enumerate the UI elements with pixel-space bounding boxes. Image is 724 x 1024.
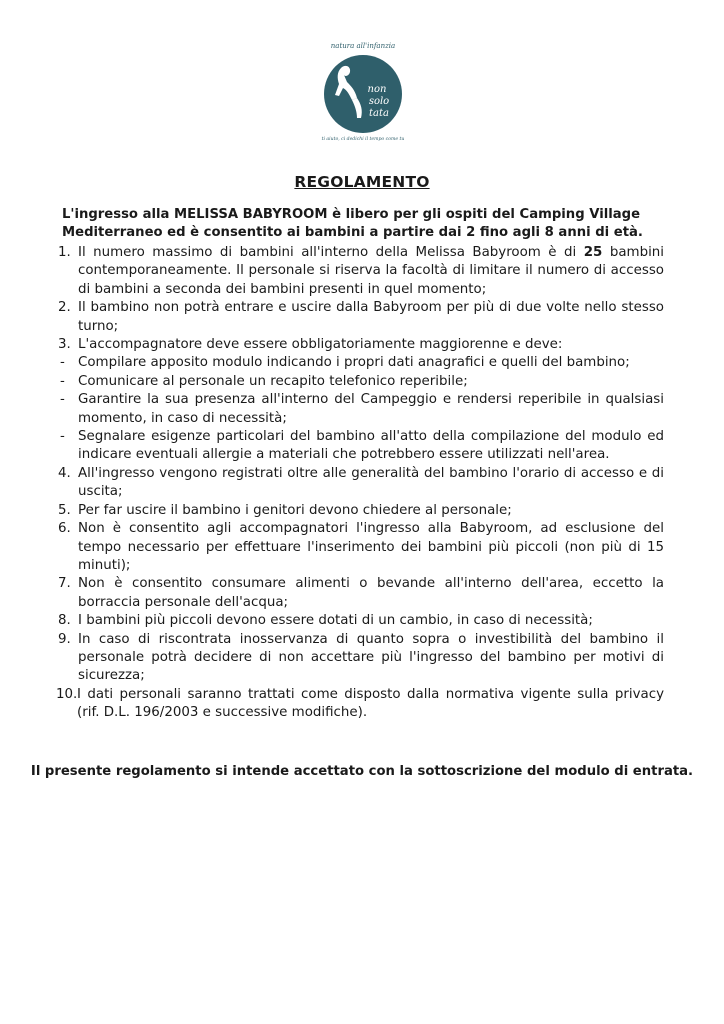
rule-text-main: All'ingresso vengono registrati oltre alle generalità del bambino l'orario di accesso e di uscita; — [78, 465, 664, 500]
rule-item — [58, 244, 664, 299]
logo-graphic — [317, 38, 409, 142]
rule-item — [58, 520, 664, 575]
rule-text — [78, 354, 664, 372]
rule-text-main: Per far uscire il bambino i genitori devono chiedere al personale; — [78, 502, 512, 518]
rule-text — [78, 299, 664, 336]
rule-subitem — [58, 428, 664, 465]
rule-marker: - — [60, 392, 65, 408]
rule-text — [78, 373, 664, 391]
rule-text — [78, 502, 664, 520]
rule-marker: - — [60, 429, 65, 445]
rule-item — [58, 631, 664, 686]
rule-text — [78, 244, 664, 299]
closing-statement: Il presente regolamento si intende accettato con la sottoscrizione del modulo di entrata. — [30, 764, 694, 779]
rule-text-main: I dati personali saranno trattati come disposto dalla normativa vigente sulla privacy (rif. D.L. 196/2003 e successive modifiche). — [77, 686, 664, 721]
rule-marker: - — [60, 355, 65, 371]
rule-subitem — [58, 354, 664, 372]
rule-text-main: Il numero massimo di bambini all'interno della Melissa Babyroom è di — [78, 245, 584, 260]
rule-text-main: Compilare apposito modulo indicando i propri dati anagrafici e quelli del bambino; — [78, 355, 630, 371]
rule-marker: 9. — [58, 631, 71, 647]
rule-item — [58, 299, 664, 336]
logo-line-2: solo — [368, 96, 390, 107]
rule-marker: - — [60, 373, 65, 389]
rule-text — [78, 631, 664, 686]
rule-marker: 3. — [58, 337, 71, 353]
rule-text — [78, 575, 664, 612]
page-title: REGOLAMENTO — [294, 173, 430, 191]
rules-list — [58, 244, 664, 723]
rule-text — [78, 428, 664, 465]
rule-item — [58, 575, 664, 612]
rule-text-main: I bambini più piccoli devono essere dotati di un cambio, in caso di necessità; — [78, 613, 593, 629]
rule-marker: 6. — [58, 521, 71, 537]
logo-top-text: natura all'infanzia — [330, 42, 396, 50]
rule-text — [77, 686, 664, 723]
logo-line-1: non — [367, 84, 387, 95]
rule-text-main: In caso di riscontrata inosservanza di quanto sopra o investibilità del bambino il personale potrà decidere di non accettare più l'ingresso del bambino per motivi di sicurezza; — [78, 631, 664, 684]
rule-text — [78, 520, 664, 575]
logo — [317, 38, 409, 142]
logo-line-3: tata — [369, 108, 389, 119]
rule-marker: 7. — [58, 576, 71, 592]
rule-item — [58, 336, 664, 354]
rule-text — [78, 465, 664, 502]
rule-item — [58, 612, 664, 630]
intro-paragraph: L'ingresso alla MELISSA BABYROOM è libero per gli ospiti del Camping Village Mediterraneo ed è consentito ai bambini a partire dai 2 fino agli 8 anni di età. — [62, 207, 643, 240]
rule-subitem — [58, 391, 664, 428]
rule-text-main: Segnalare esigenze particolari del bambino all'atto della compilazione del modulo ed indicare eventuali allergie a materiali che potrebbero essere utilizzati nell'area. — [78, 429, 664, 463]
rule-marker: 10. — [56, 686, 78, 702]
rule-text-main: Garantire la sua presenza all'interno del Campeggio e rendersi reperibile in qualsiasi momento, in caso di necessità; — [78, 392, 664, 426]
rule-item — [58, 686, 664, 723]
rule-text-main: Non è consentito consumare alimenti o bevande all'interno dell'area, eccetto la borraccia personale dell'acqua; — [78, 576, 664, 610]
rule-marker: 2. — [58, 300, 71, 316]
rule-item — [58, 465, 664, 502]
rule-text-main: L'accompagnatore deve essere obbligatoriamente maggiorenne e deve: — [78, 337, 563, 353]
rule-marker: 8. — [58, 613, 71, 629]
rule-text — [78, 391, 664, 428]
rule-text-main: Comunicare al personale un recapito telefonico reperibile; — [78, 373, 468, 389]
rule-marker: 5. — [58, 502, 71, 518]
rule-marker: 1. — [58, 245, 71, 260]
rule-subitem — [58, 373, 664, 391]
rule-item — [58, 502, 664, 520]
rule-text-main: Il bambino non potrà entrare e uscire dalla Babyroom per più di due volte nello stesso turno; — [78, 300, 664, 334]
rule-text — [78, 336, 664, 354]
rule-text-tail: bambini contemporaneamente. Il personale si riserva la facoltà di limitare il numero di accesso di bambini a seconda dei bambini presenti in quel momento; — [78, 245, 665, 297]
rule-text-bold: 25 — [583, 245, 603, 260]
rule-text-main: Non è consentito agli accompagnatori l'ingresso alla Babyroom, ad esclusione del tempo necessario per effettuare l'inserimento dei bambini più piccoli (non più di 15 minuti); — [78, 521, 664, 573]
rule-text — [78, 612, 664, 630]
logo-bottom-text: ti aiuto, ci dedichi il tempo come tu — [321, 137, 405, 142]
rule-marker: 4. — [58, 465, 71, 481]
